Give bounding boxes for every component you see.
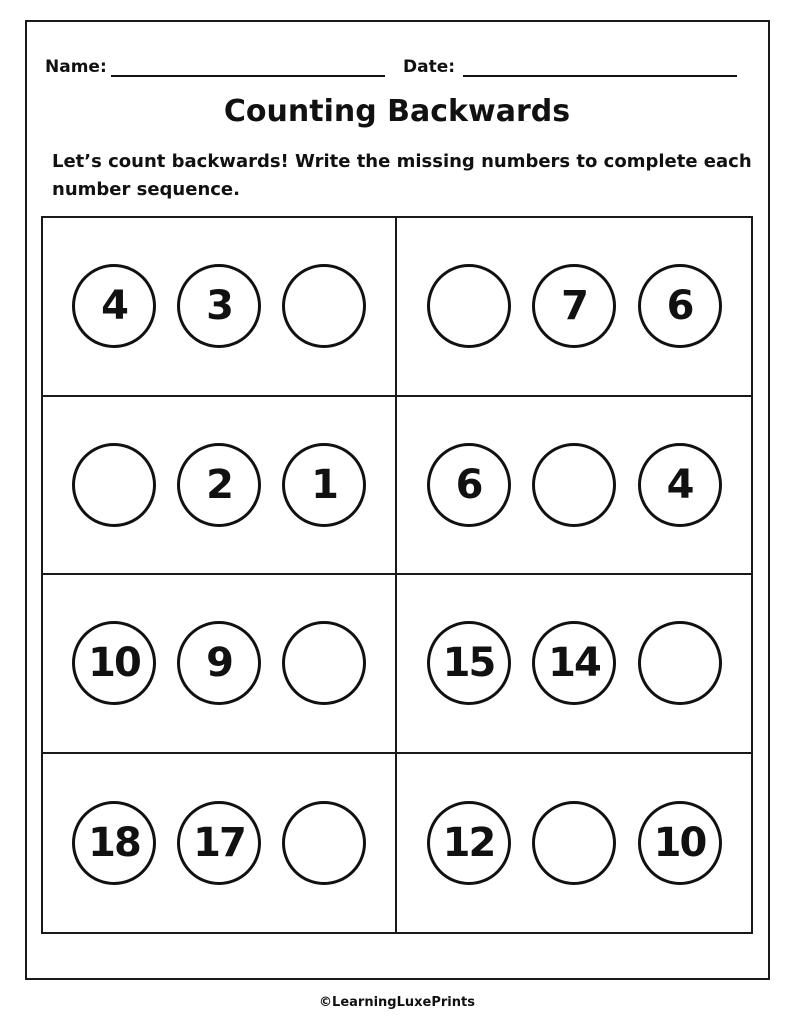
answer-circle[interactable] [282,621,366,705]
name-field[interactable] [111,75,385,77]
number-circle: 10 [72,621,156,705]
number-circle: 17 [177,801,261,885]
sequence-cell [397,754,751,933]
number-circle: 1 [282,443,366,527]
sequence-cell [397,397,751,576]
number-circle: 4 [72,264,156,348]
answer-circle[interactable] [282,801,366,885]
sequence-grid [41,216,753,934]
number-circle: 7 [532,264,616,348]
number-circle: 6 [427,443,511,527]
answer-circle[interactable] [72,443,156,527]
worksheet-title: Counting Backwards [223,94,571,129]
number-circle: 10 [638,801,722,885]
name-date-row [45,55,745,83]
number-circle: 18 [72,801,156,885]
answer-circle[interactable] [427,264,511,348]
number-circle: 9 [177,621,261,705]
number-circle: 4 [638,443,722,527]
number-circle: 6 [638,264,722,348]
number-circle: 14 [532,621,616,705]
sequence-cell [397,218,751,397]
number-circle: 3 [177,264,261,348]
instructions-text: Let’s count backwards! Write the missing numbers to complete each number sequence. [52,151,752,200]
sequence-cell [43,397,397,576]
sequence-cell [397,575,751,754]
answer-circle[interactable] [532,443,616,527]
sequence-cell [43,575,397,754]
date-label: Date: [403,57,456,77]
number-circle: 15 [427,621,511,705]
answer-circle[interactable] [282,264,366,348]
name-label: Name: [45,57,107,77]
date-field[interactable] [463,75,737,77]
copyright-footer: ©LearningLuxePrints [319,995,475,1010]
answer-circle[interactable] [638,621,722,705]
number-circle: 2 [177,443,261,527]
answer-circle[interactable] [532,801,616,885]
sequence-cell [43,754,397,933]
sequence-cell [43,218,397,397]
number-circle: 12 [427,801,511,885]
